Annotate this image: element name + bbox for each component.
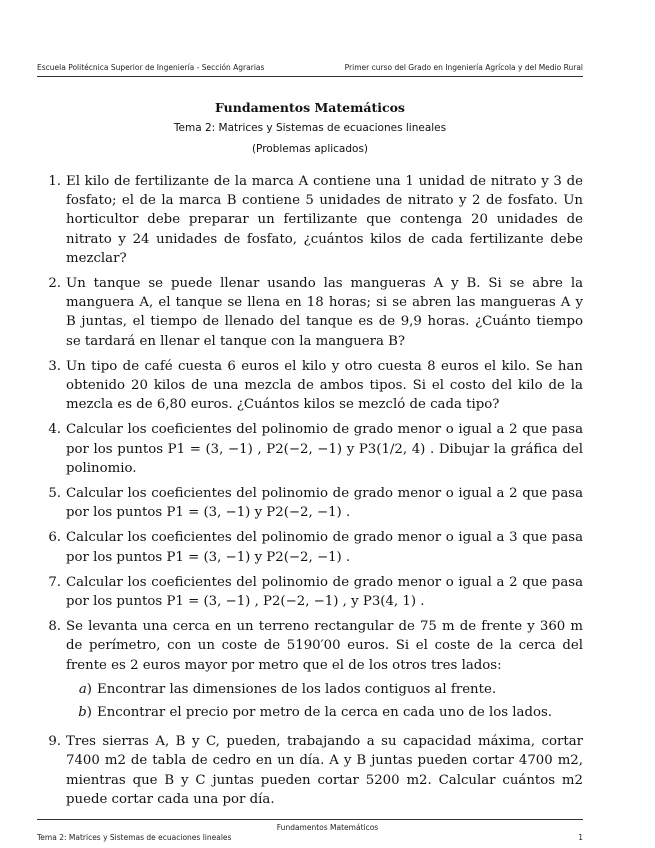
- problem-number: 7.: [48, 574, 61, 590]
- subpart-list: [66, 680, 583, 722]
- problem-text: Calcular los coeficientes del polinomio de grado menor o igual a 2 que pasa por los puntos P1 = (3, −1) , P2(−2, −1) y P3(1/2, 4) . Dibujar la gráfica del polinomio.: [66, 422, 583, 476]
- problem-number: 6.: [48, 530, 61, 546]
- subpart-item: [66, 703, 583, 722]
- problem-body: [66, 617, 583, 726]
- document-note: (Problemas aplicados): [251, 143, 369, 155]
- header-left: Escuela Politécnica Superior de Ingeniería - Sección Agrarias: [37, 63, 265, 72]
- problem-number: 3.: [48, 358, 61, 374]
- problem-item: [37, 357, 583, 415]
- problem-number: 8.: [48, 619, 61, 635]
- problem-item: [37, 528, 583, 566]
- problem-number: 4.: [48, 422, 61, 438]
- problem-item: [37, 573, 583, 611]
- problem-text: Se levanta una cerca en un terreno rectangular de 75 m de frente y 360 m de perímetro, con un coste de 5190′00 euros. Si el coste de la cerca del frente es 2 euros mayor por metro que el de los otros tres lados:: [66, 619, 583, 673]
- problem-number: 1.: [48, 174, 61, 189]
- problem-text: Un tipo de café cuesta 6 euros el kilo y otro cuesta 8 euros el kilo. Se han obtenido 20 kilos de una mezcla de ambos tipos. Si el costo del kilo de la mezcla es de 6,80 euros. ¿Cuántos kilos se mezcló de cada tipo?: [66, 358, 583, 413]
- subpart-text: Encontrar el precio por metro de la cerca en cada uno de los lados.: [97, 705, 553, 721]
- problem-item: [37, 484, 583, 522]
- problem-number: 5.: [48, 486, 61, 502]
- problem-text: El kilo de fertilizante de la marca A contiene una 1 unidad de nitrato y 3 de fosfato; el de la marca B contiene 5 unidades de nitrato y 2 de fosfato. Un horticultor debe preparar un fertilizante que contenga 20 unidades de nitrato y 24 unidades de fosfato, ¿cuántos kilos de cada fertilizante debe mezclar?: [66, 174, 583, 266]
- title-block: [37, 100, 583, 157]
- subpart-label: a): [78, 681, 92, 697]
- footer-rule: [37, 819, 583, 820]
- header-rule: [37, 76, 583, 77]
- header-right: Primer curso del Grado en Ingeniería Agrícola y del Medio Rural: [344, 63, 583, 72]
- problem-number: 9.: [48, 734, 61, 750]
- problem-text: Calcular los coeficientes del polinomio de grado menor o igual a 3 que pasa por los puntos P1 = (3, −1) y P2(−2, −1) .: [66, 530, 583, 565]
- document-title: Fundamentos Matemáticos: [215, 100, 405, 115]
- footer-topic: Tema 2: Matrices y Sistemas de ecuaciones lineales: [37, 833, 232, 842]
- problem-item: [37, 172, 583, 268]
- page-number: 1: [578, 833, 583, 842]
- problem-text: Un tanque se puede llenar usando las mangueras A y B. Si se abre la manguera A, el tanque se llena en 18 horas; si se abren las mangueras A y B juntas, el tiempo de llenado del tanque es de 9,9 horas. ¿Cuánto tiempo se tardará en llenar el tanque con la manguera B?: [66, 276, 583, 349]
- problem-text: Tres sierras A, B y C, pueden, trabajando a su capacidad máxima, cortar 7400 m2 de tabla de cedro en un día. A y B juntas pueden cortar 4700 m2, mientras que B y C juntas pueden cortar 5200 m2. Calcular cuántos m2 puede cortar cada una por día.: [66, 734, 583, 807]
- subpart-item: [66, 680, 583, 699]
- problem-item: [37, 732, 583, 809]
- problem-item: [37, 617, 583, 726]
- running-header: [37, 63, 583, 72]
- subpart-text: Encontrar las dimensiones de los lados contiguos al frente.: [97, 681, 497, 697]
- problem-item: [37, 274, 583, 351]
- problem-list: [37, 172, 583, 815]
- subpart-label: b): [78, 705, 92, 721]
- problem-number: 2.: [48, 276, 61, 292]
- problem-item: [37, 420, 583, 478]
- problem-text: Calcular los coeficientes del polinomio de grado menor o igual a 2 que pasa por los puntos P1 = (3, −1) , P2(−2, −1) , y P3(4, 1) .: [66, 574, 583, 610]
- document-subtitle: Tema 2: Matrices y Sistemas de ecuaciones lineales: [173, 122, 447, 134]
- footer-title: Fundamentos Matemáticos: [276, 823, 379, 832]
- problem-text: Calcular los coeficientes del polinomio de grado menor o igual a 2 que pasa por los puntos P1 = (3, −1) y P2(−2, −1) .: [66, 486, 583, 521]
